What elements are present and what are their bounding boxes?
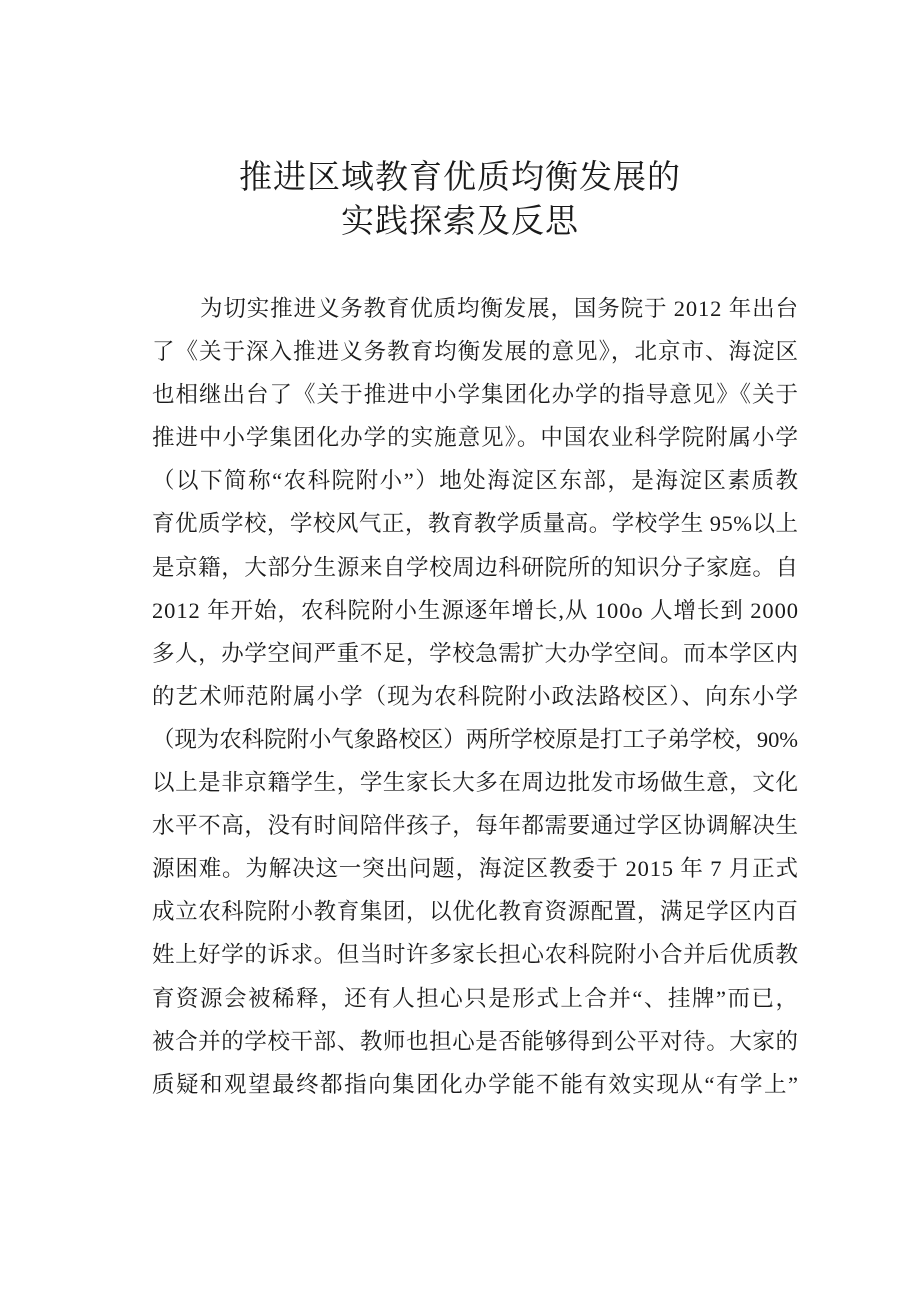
- document-title-line-2: 实践探索及反思: [341, 204, 579, 240]
- body-line-text: 成立农科院附小教育集团，以优化教育资源配置，满足学区内百: [152, 899, 799, 925]
- body-line-text: （以下简称“农科院附小”）地处海淀区东部，是海淀区素质教: [152, 468, 800, 494]
- body-line: [152, 291, 798, 334]
- body-line: [152, 1067, 798, 1110]
- body-line-text: 被合并的学校干部、教师也担心是否能够得到公平对待。大家的: [152, 1028, 799, 1054]
- body-line: [152, 377, 798, 420]
- body-line: [152, 981, 798, 1024]
- body-paragraph: [152, 291, 798, 1110]
- body-line-text: 以上是非京籍学生，学生家长大多在周边批发市场做生意，文化: [152, 770, 799, 796]
- body-line: [152, 851, 798, 894]
- body-line-text: 是京籍，大部分生源来自学校周边科研院所的知识分子家庭。自: [152, 554, 799, 580]
- body-line: [152, 765, 798, 808]
- body-line-text: 推进中小学集团化办学的实施意见》。中国农业科学院附属小学: [152, 425, 800, 451]
- body-line: [152, 550, 798, 593]
- body-line-text: 质疑和观望最终都指向集团化办学能不能有效实现从“有学上”: [152, 1071, 800, 1097]
- body-line-text: 姓上好学的诉求。但当时许多家长担心农科院附小合并后优质教: [152, 942, 799, 968]
- body-line: [152, 679, 798, 722]
- body-line-text: 育优质学校，学校风气正，教育教学质量高。学校学生 95%以上: [152, 511, 799, 537]
- body-line-text: 水平不高，没有时间陪伴孩子，每年都需要通过学区协调解决生: [152, 813, 799, 839]
- document-title-line-1: 推进区域教育优质均衡发展的: [239, 160, 681, 196]
- body-line-text: 的艺术师范附属小学（现为农科院附小政法路校区）、向东小学: [152, 683, 800, 709]
- body-line-text: 2012 年开始，农科院附小生源逐年增长,从 100o 人增长到 2000: [152, 597, 799, 623]
- body-line-text: 多人，办学空间严重不足，学校急需扩大办学空间。而本学区内: [152, 640, 799, 666]
- body-line: [152, 593, 798, 636]
- body-line: [152, 463, 798, 506]
- body-line: [152, 1024, 798, 1067]
- body-line-text: 为切实推进义务教育优质均衡发展，国务院于 2012 年出台: [200, 296, 799, 321]
- body-line: [152, 722, 798, 765]
- body-line-text: 育资源会被稀释，还有人担心只是形式上合并“、挂牌”而已，: [152, 985, 800, 1011]
- body-line-text: 也相继出台了《关于推进中小学集团化办学的指导意见》《关于: [152, 382, 800, 408]
- body-line: [152, 636, 798, 679]
- body-line-text: 了《关于深入推进义务教育均衡发展的意见》，北京市、海淀区: [152, 339, 800, 365]
- body-line: [152, 420, 798, 463]
- body-line: [152, 937, 798, 980]
- body-line: [152, 894, 798, 937]
- body-line-text: （现为农科院附小气象路校区）两所学校原是打工子弟学校，90%: [152, 726, 798, 752]
- body-line: [152, 334, 798, 377]
- body-line: [152, 506, 798, 549]
- body-line: [152, 808, 798, 851]
- body-line-text: 源困难。为解决这一突出问题，海淀区教委于 2015 年 7 月正式: [152, 856, 799, 882]
